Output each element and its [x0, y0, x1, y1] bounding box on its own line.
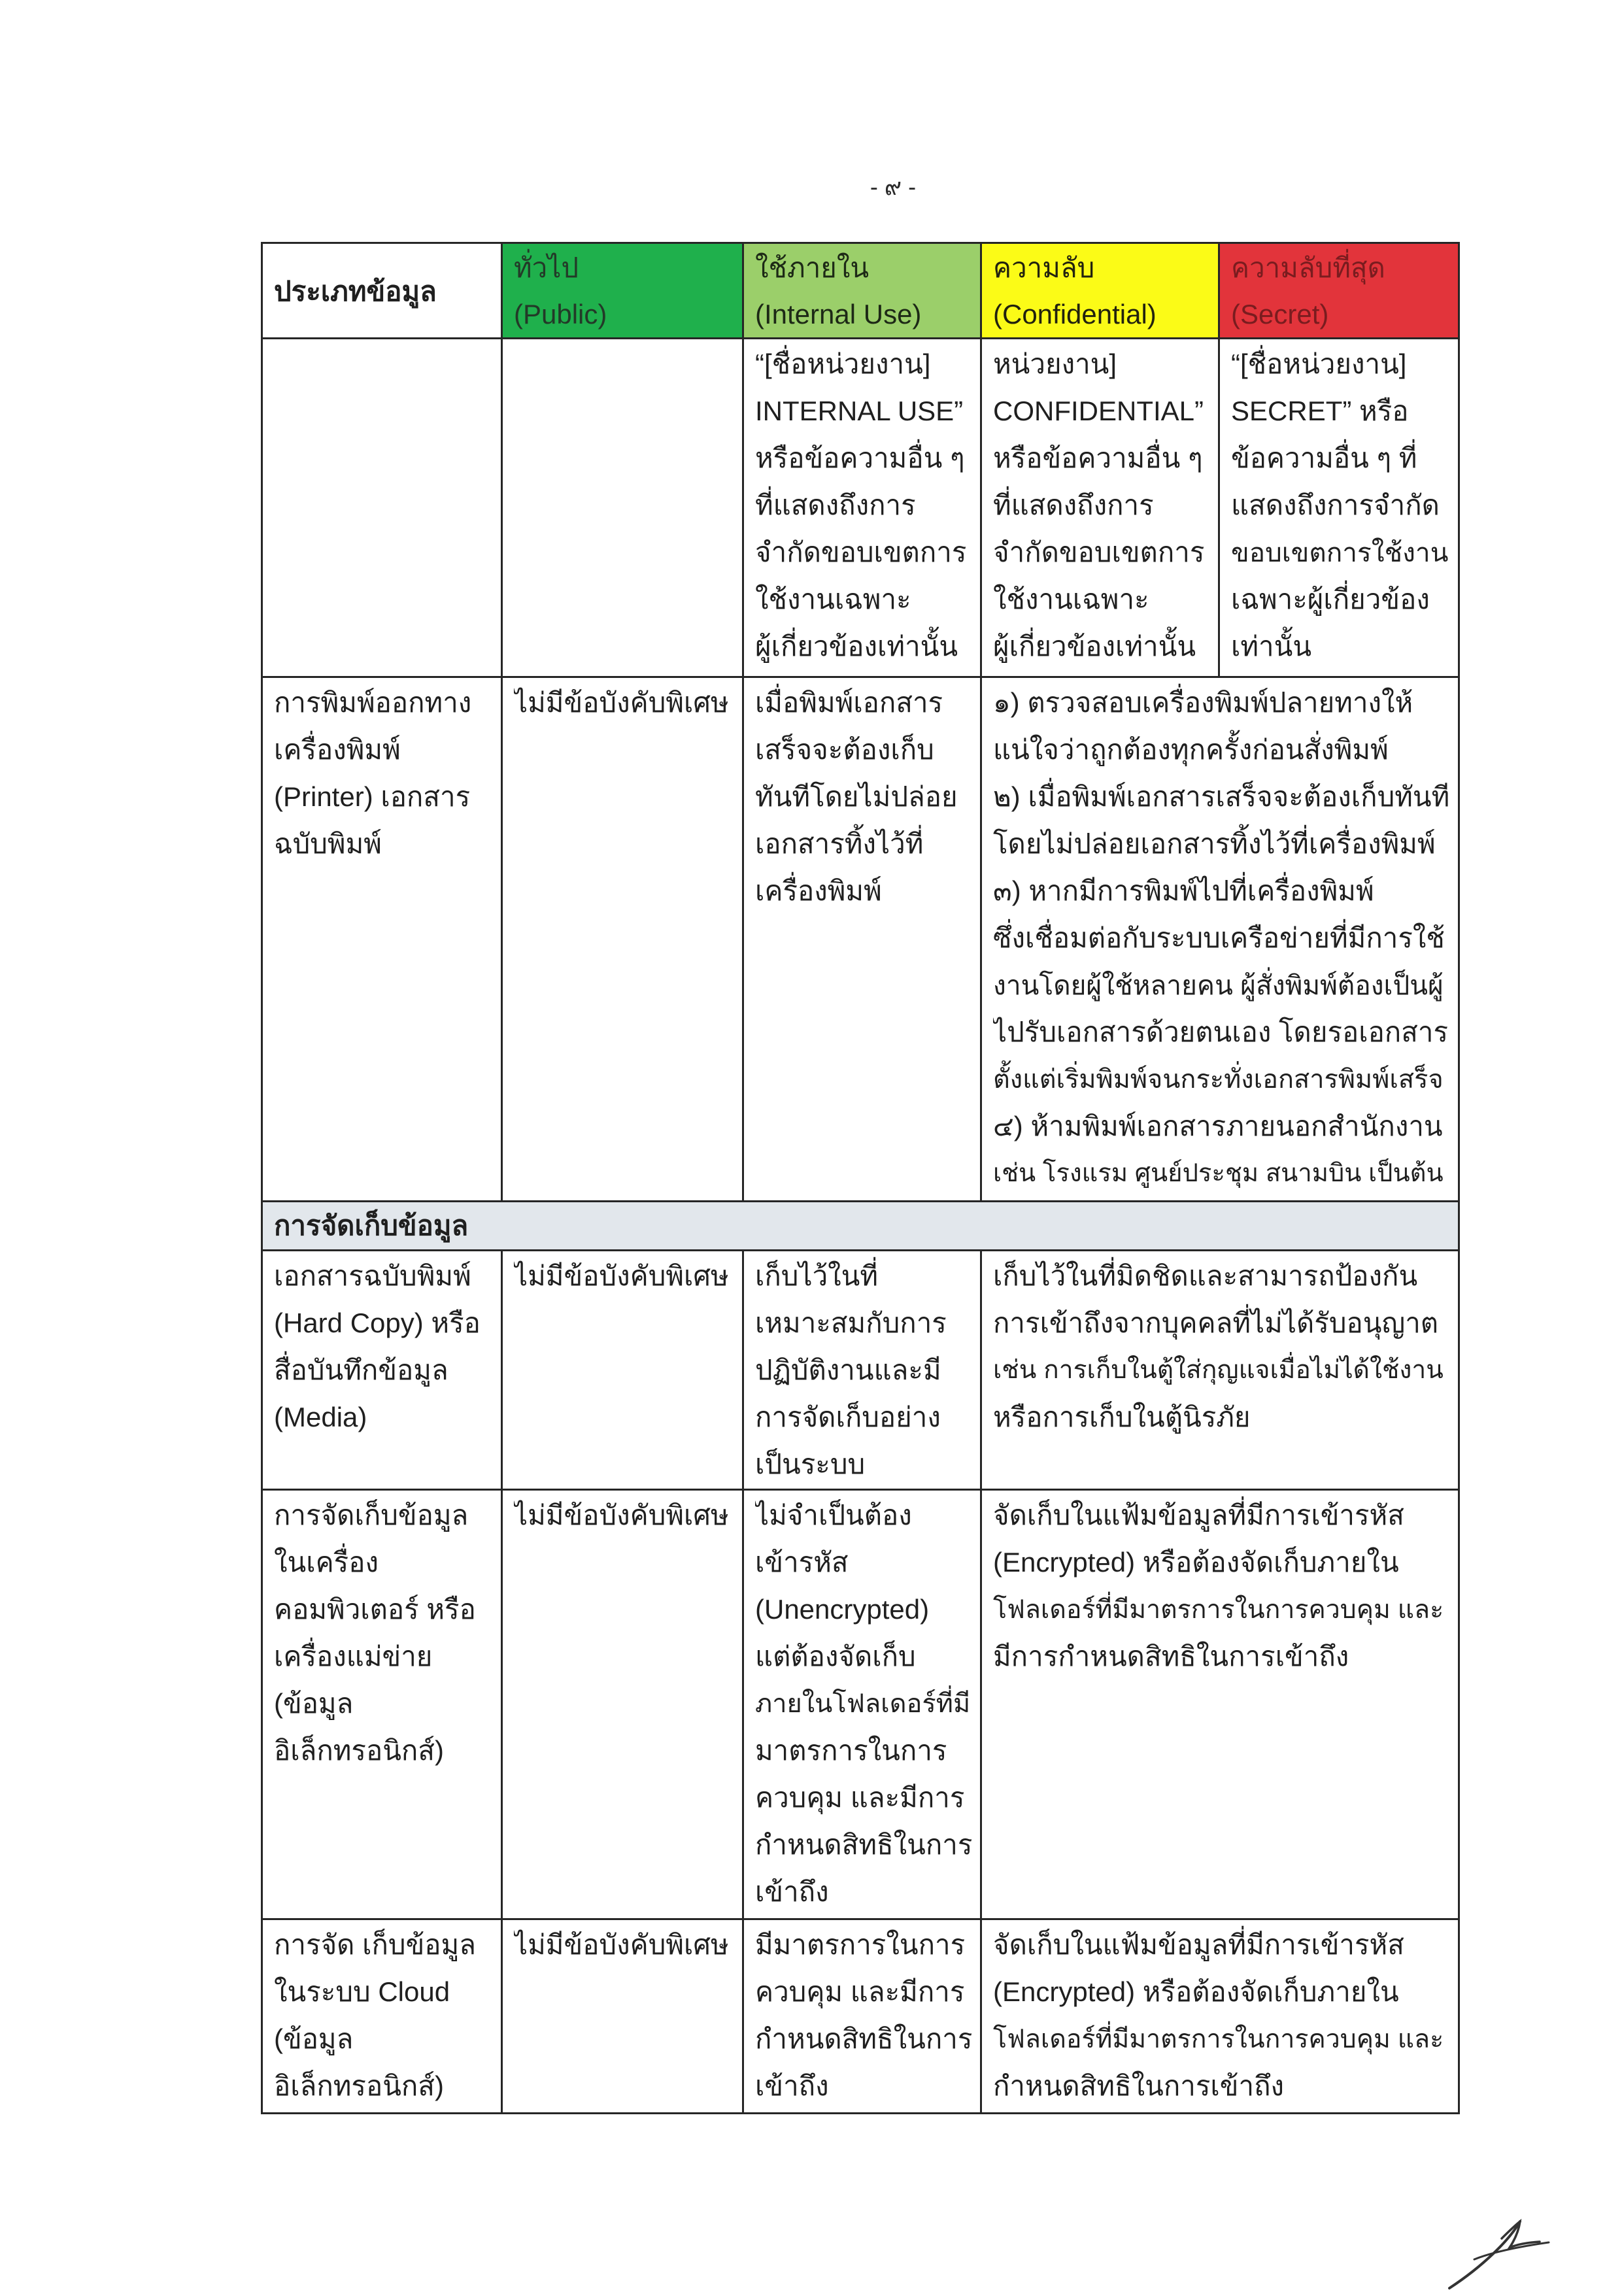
header-data-type	[263, 244, 501, 337]
header-public	[503, 244, 742, 337]
text-line: ๒) เมื่อพิมพ์เอกสารเสร็จจะต้องเก็บทันที	[993, 781, 1450, 812]
text-line: กำหนดสิทธิในการเข้าถึง	[993, 2070, 1285, 2101]
row-cloud-public	[503, 1920, 742, 2112]
text-line: ไม่มีข้อบังคับพิเศษ	[514, 687, 729, 718]
text-line: สื่อบันทึกข้อมูล	[274, 1355, 448, 1385]
text-line: หรือข้อความอื่น ๆ	[755, 443, 965, 473]
header-confidential	[982, 244, 1218, 337]
text-line: เฉพาะผู้เกี่ยวข้อง	[1231, 584, 1430, 615]
text-line: มีการกำหนดสิทธิในการเข้าถึง	[993, 1641, 1349, 1672]
header-internal-label: (Internal Use)	[755, 299, 922, 329]
text-line: เข้าถึง	[755, 2070, 829, 2101]
text-line: (Media)	[274, 1402, 367, 1432]
header-confidential-label: (Confidential)	[993, 299, 1157, 329]
text-line: เมื่อพิมพ์เอกสาร	[755, 687, 943, 718]
row-continued-public	[503, 339, 742, 676]
text-line: เก็บไว้ในที่มิดชิดและสามารถป้องกัน	[993, 1260, 1418, 1291]
header-public-name: ทั่วไป	[514, 252, 579, 283]
text-line: เท่านั้น	[1231, 631, 1312, 662]
text-line: มีมาตรการในการ	[755, 1929, 966, 1960]
row-computer-public	[503, 1491, 742, 1918]
header-confidential-name: ความลับ	[993, 252, 1095, 283]
text-line: เช่น การเก็บในตู้ใส่กุญแจเมื่อไม่ได้ใช้งาน	[993, 1356, 1444, 1384]
row-printing-confidential-secret	[982, 678, 1458, 1200]
text-line: ฉบับพิมพ์	[274, 828, 382, 859]
text-line: เหมาะสมกับการ	[755, 1308, 947, 1338]
text-line: ซึ่งเชื่อมต่อกับระบบเครือข่ายที่มีการใช้	[993, 922, 1445, 953]
text-line: แน่ใจว่าถูกต้องทุกครั้งก่อนสั่งพิมพ์	[993, 734, 1389, 765]
row-printing-public	[503, 678, 742, 1200]
section-storage-title: การจัดเก็บข้อมูล	[274, 1210, 469, 1241]
row-cloud-type	[263, 1920, 501, 2112]
text-line: เก็บไว้ในที่	[755, 1260, 879, 1291]
text-line: ในเครื่อง	[274, 1547, 379, 1578]
row-computer-confidential-secret	[982, 1491, 1458, 1918]
text-line: คอมพิวเตอร์ หรือ	[274, 1594, 476, 1625]
text-line: กำหนดสิทธิในการ	[755, 2023, 973, 2054]
text-line: ตั้งแต่เริ่มพิมพ์จนกระทั่งเอกสารพิมพ์เสร็จ	[993, 1065, 1444, 1094]
text-line: เข้าถึง	[755, 1876, 829, 1907]
text-line: การพิมพ์ออกทาง	[274, 687, 472, 718]
text-line: ขอบเขตการใช้งาน	[1231, 537, 1449, 567]
header-internal-name: ใช้ภายใน	[755, 252, 870, 283]
header-data-type-label: ประเภทข้อมูล	[274, 275, 437, 307]
text-line: “[ชื่อหน่วยงาน]	[755, 348, 931, 379]
text-line: ใช้งานเฉพาะ	[755, 584, 911, 615]
text-line: เครื่องพิมพ์	[274, 734, 401, 765]
text-line: (Hard Copy) หรือ	[274, 1308, 481, 1338]
text-line: แสดงถึงการจำกัด	[1231, 490, 1440, 520]
text-line: ๓) หากมีการพิมพ์ไปที่เครื่องพิมพ์	[993, 875, 1374, 906]
row-hard-copy-confidential-secret	[982, 1251, 1458, 1489]
text-line: ผู้เกี่ยวข้องเท่านั้น	[755, 631, 958, 662]
text-line: ๔) ห้ามพิมพ์เอกสารภายนอกสำนักงาน	[993, 1111, 1443, 1141]
text-line: อิเล็กทรอนิกส์)	[274, 2070, 444, 2101]
text-line: (Unencrypted)	[755, 1594, 930, 1625]
header-internal	[744, 244, 980, 337]
header-public-label: (Public)	[514, 299, 607, 329]
row-continued-internal	[744, 339, 980, 676]
data-classification-table	[261, 242, 1460, 2114]
text-line: ควบคุม และมีการ	[755, 1782, 965, 1813]
text-line: จำกัดขอบเขตการ	[755, 537, 967, 567]
text-line: เข้ารหัส	[755, 1547, 849, 1578]
text-line: หน่วยงาน]	[993, 348, 1117, 379]
text-line: เอกสารฉบับพิมพ์	[274, 1260, 471, 1291]
header-secret-name: ความลับที่สุด	[1231, 252, 1385, 283]
row-continued-type	[263, 339, 501, 676]
text-line: จัดเก็บในแฟ้มข้อมูลที่มีการเข้ารหัส	[993, 1929, 1404, 1960]
text-line: ไม่มีข้อบังคับพิเศษ	[514, 1260, 729, 1291]
text-line: “[ชื่อหน่วยงาน]	[1231, 348, 1407, 379]
text-line: ไม่จำเป็นต้อง	[755, 1500, 912, 1530]
row-computer-type	[263, 1491, 501, 1918]
text-line: เครื่องพิมพ์	[755, 875, 882, 906]
row-cloud-confidential-secret	[982, 1920, 1458, 2112]
text-line: หรือการเก็บในตู้นิรภัย	[993, 1402, 1251, 1432]
header-secret-label: (Secret)	[1231, 299, 1329, 329]
header-secret	[1220, 244, 1458, 337]
text-line: (Encrypted) หรือต้องจัดเก็บภายใน	[993, 1547, 1399, 1578]
text-line: SECRET” หรือ	[1231, 396, 1409, 426]
text-line: จัดเก็บในแฟ้มข้อมูลที่มีการเข้ารหัส	[993, 1500, 1404, 1530]
text-line: เอกสารทิ้งไว้ที่	[755, 828, 924, 859]
text-line: เครื่องแม่ข่าย	[274, 1641, 433, 1672]
text-line: ในระบบ Cloud	[274, 1976, 450, 2007]
text-line: ภายในโฟลเดอร์ที่มี	[755, 1689, 971, 1718]
text-line: อิเล็กทรอนิกส์)	[274, 1735, 444, 1766]
section-storage	[263, 1202, 1458, 1249]
text-line: ปฏิบัติงานและมี	[755, 1355, 941, 1385]
text-line: แต่ต้องจัดเก็บ	[755, 1641, 916, 1672]
row-hard-copy-internal	[744, 1251, 980, 1489]
text-line: จำกัดขอบเขตการ	[993, 537, 1205, 567]
text-line: กำหนดสิทธิในการ	[755, 1829, 973, 1860]
text-line: การจัดเก็บอย่าง	[755, 1402, 941, 1432]
row-cloud-internal	[744, 1920, 980, 2112]
text-line: ไม่มีข้อบังคับพิเศษ	[514, 1929, 729, 1960]
row-printing-internal	[744, 678, 980, 1200]
text-line: ผู้เกี่ยวข้องเท่านั้น	[993, 631, 1196, 662]
text-line: การเข้าถึงจากบุคคลที่ไม่ได้รับอนุญาต	[993, 1308, 1439, 1338]
text-line: (Printer) เอกสาร	[274, 781, 471, 812]
text-line: เสร็จจะต้องเก็บ	[755, 734, 934, 765]
text-line: การจัดเก็บข้อมูล	[274, 1500, 469, 1530]
page-number: - ๙ -	[870, 173, 917, 200]
text-line: ไม่มีข้อบังคับพิเศษ	[514, 1500, 729, 1530]
text-line: ที่แสดงถึงการ	[755, 490, 916, 520]
text-line: INTERNAL USE”	[755, 396, 964, 426]
text-line: โดยไม่ปล่อยเอกสารทิ้งไว้ที่เครื่องพิมพ์	[993, 828, 1436, 859]
signature	[1442, 2218, 1553, 2293]
row-continued-secret	[1220, 339, 1458, 676]
text-line: เช่น โรงแรม ศูนย์ประชุม สนามบิน เป็นต้น	[993, 1159, 1444, 1187]
text-line: มาตรการในการ	[755, 1735, 947, 1766]
text-line: ๑) ตรวจสอบเครื่องพิมพ์ปลายทางให้	[993, 687, 1413, 718]
text-line: เป็นระบบ	[755, 1449, 866, 1479]
text-line: โฟลเดอร์ที่มีมาตรการในการควบคุม และ	[993, 2025, 1444, 2053]
text-line: ใช้งานเฉพาะ	[993, 584, 1149, 615]
row-printing-type	[263, 678, 501, 1200]
text-line: ควบคุม และมีการ	[755, 1976, 965, 2007]
text-line: งานโดยผู้ใช้หลายคน ผู้สั่งพิมพ์ต้องเป็นผู้	[993, 970, 1444, 1000]
row-continued-confidential	[982, 339, 1218, 676]
row-hard-copy-type	[263, 1251, 501, 1489]
text-line: การจัด เก็บข้อมูล	[274, 1929, 476, 1960]
text-line: (ข้อมูล	[274, 1688, 354, 1719]
text-line: (ข้อมูล	[274, 2023, 354, 2054]
text-line: ไปรับเอกสารด้วยตนเอง โดยรอเอกสาร	[993, 1017, 1449, 1047]
text-line: CONFIDENTIAL”	[993, 396, 1204, 426]
text-line: (Encrypted) หรือต้องจัดเก็บภายใน	[993, 1976, 1399, 2007]
text-line: ที่แสดงถึงการ	[993, 490, 1154, 520]
signature-drawing	[1442, 2218, 1553, 2293]
text-line: หรือข้อความอื่น ๆ	[993, 443, 1203, 473]
text-line: โฟลเดอร์ที่มีมาตรการในการควบคุม และ	[993, 1595, 1444, 1624]
row-computer-internal	[744, 1491, 980, 1918]
text-line: ทันทีโดยไม่ปล่อย	[755, 781, 958, 812]
row-hard-copy-public	[503, 1251, 742, 1489]
text-line: ข้อความอื่น ๆ ที่	[1231, 443, 1417, 473]
